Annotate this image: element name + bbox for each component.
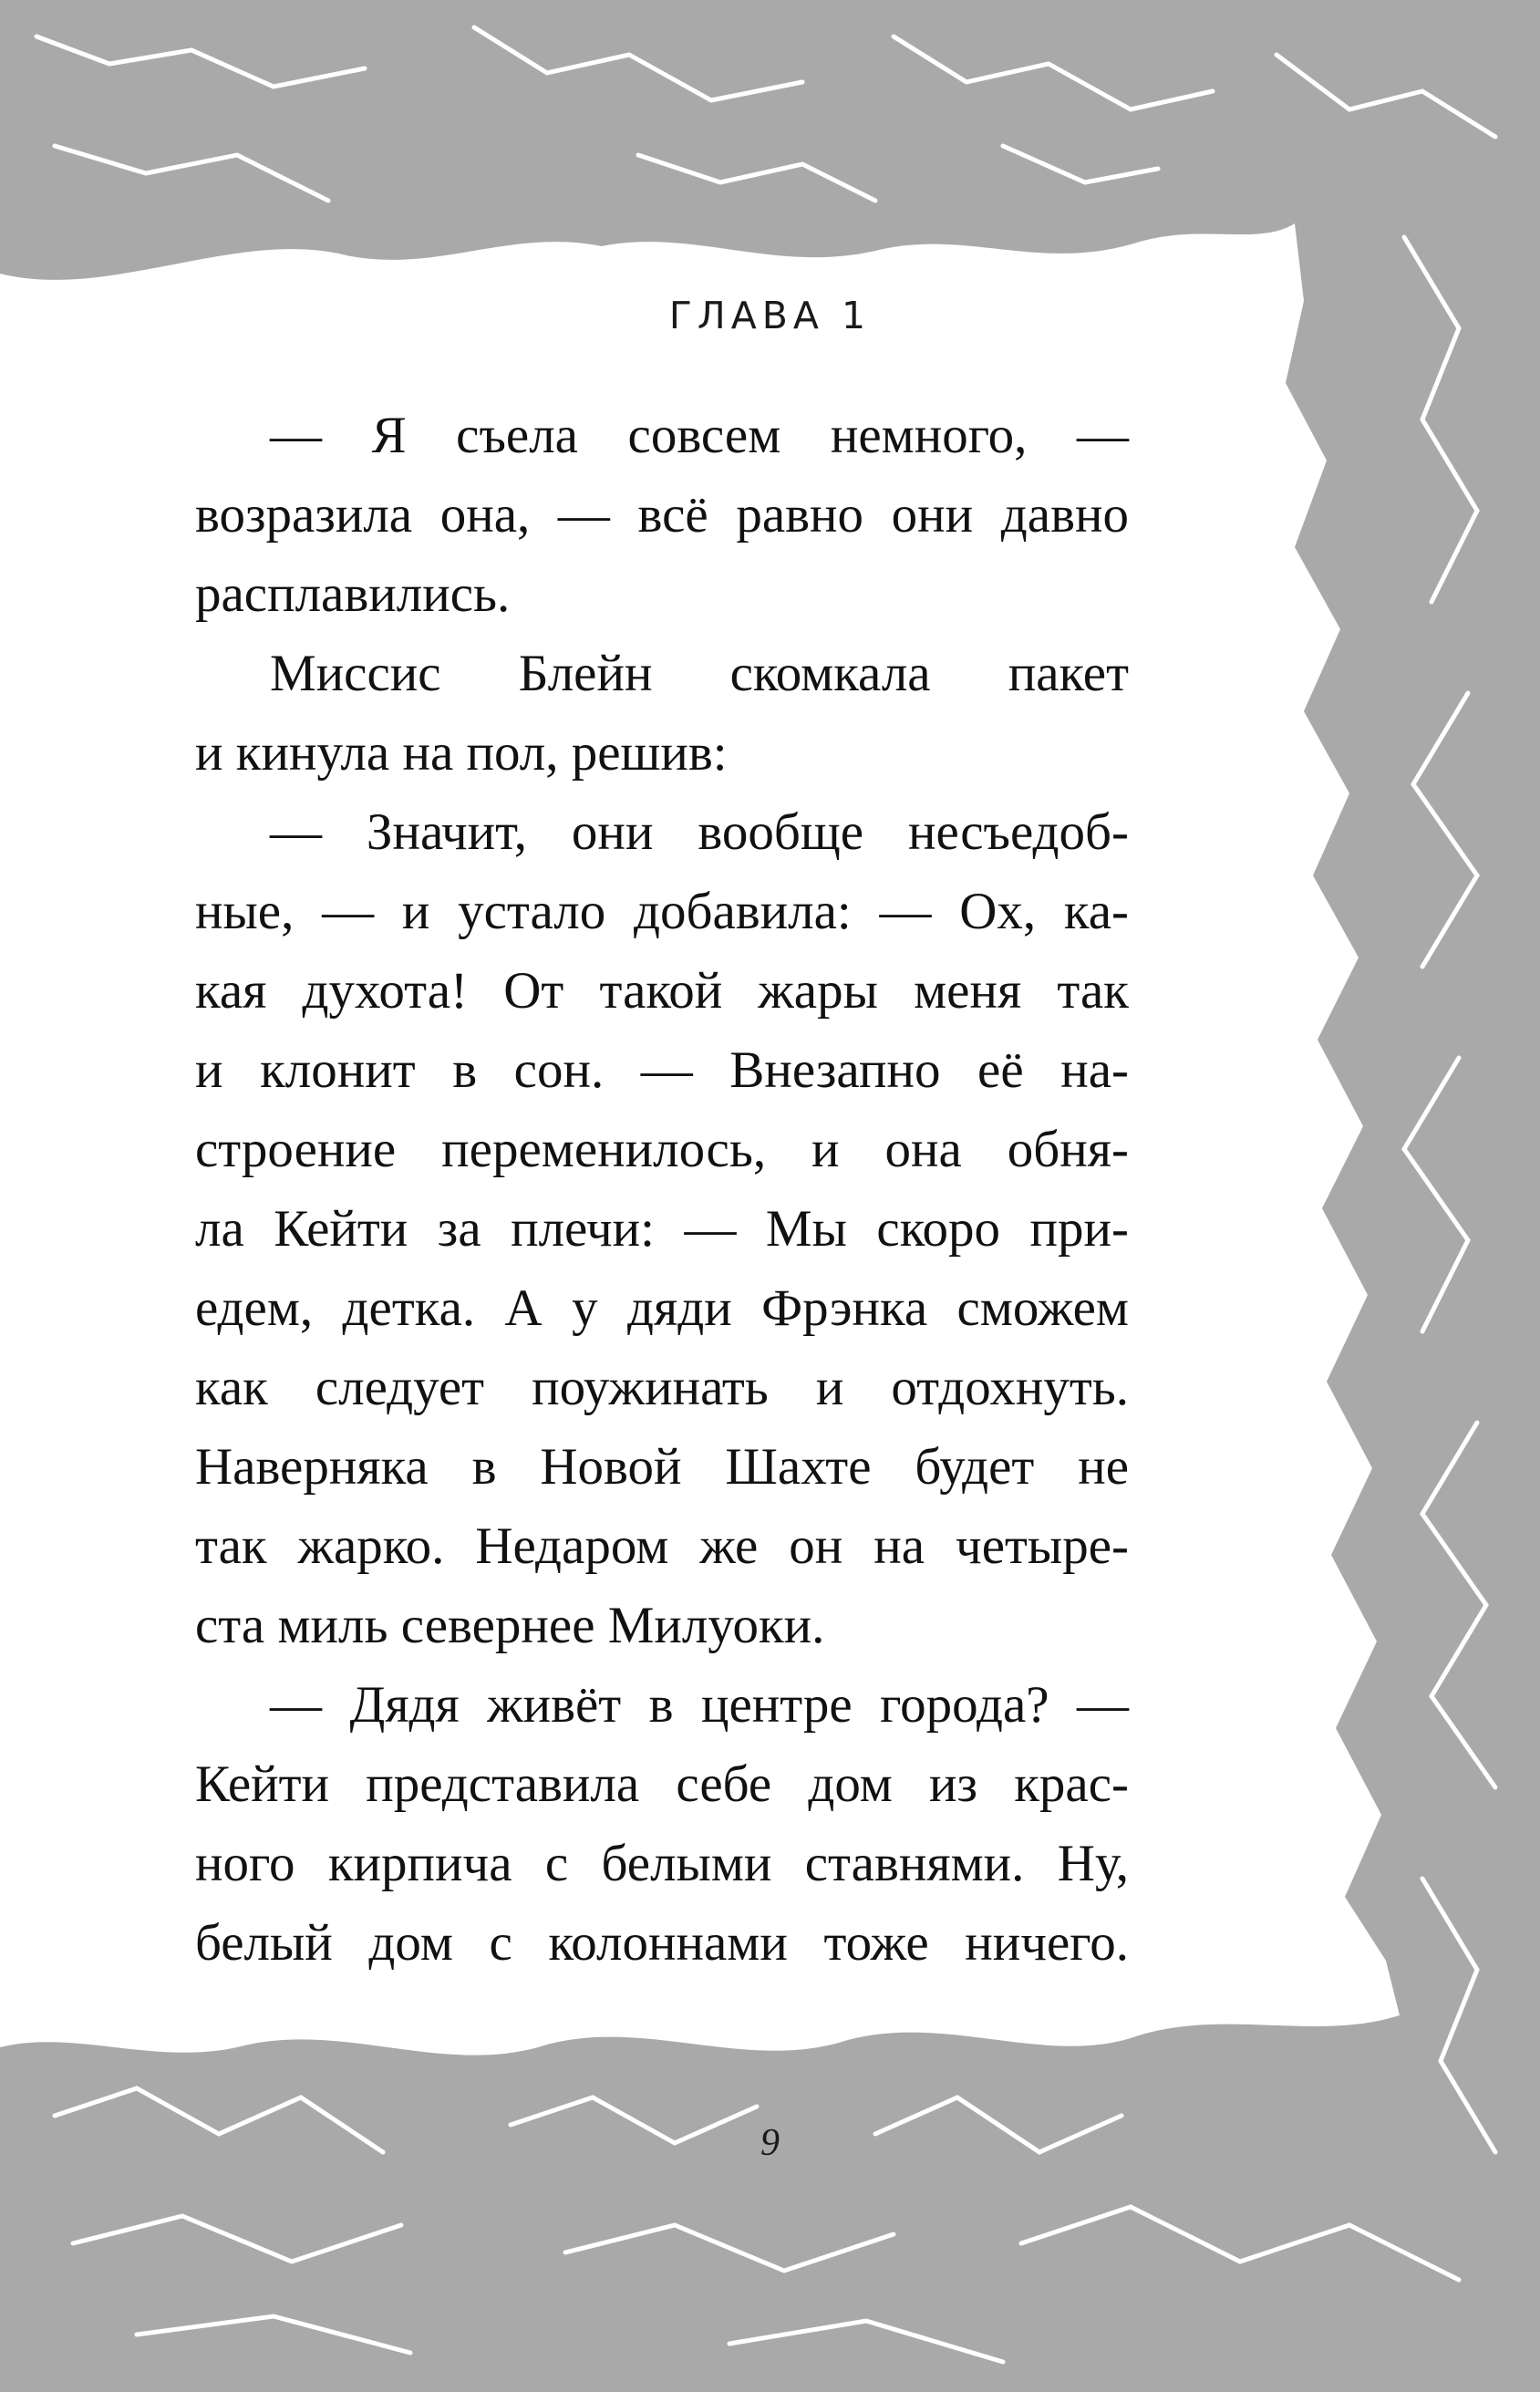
text-line: Миссис Блейн скомкала пакет	[270, 645, 1129, 702]
text-line: ла Кейти за плечи: — Мы скоро при-	[195, 1200, 1129, 1258]
text-line: ного кирпича с белыми ставнями. Ну,	[195, 1835, 1129, 1892]
text-line: возразила она, — всё равно они давно	[195, 486, 1129, 544]
text-line: ста миль севернее Милуоки.	[195, 1597, 825, 1654]
text-line: — Я съела совсем немного, —	[270, 407, 1129, 464]
text-line: и клонит в сон. — Внезапно её на-	[195, 1041, 1129, 1099]
text-line: кая духота! От такой жары меня так	[195, 962, 1129, 1020]
text-line: и кинула на пол, решив:	[195, 724, 728, 782]
text-line: так жарко. Недаром же он на четыре-	[195, 1517, 1129, 1575]
text-line: — Дядя живёт в центре города? —	[270, 1676, 1129, 1734]
text-line: Кейти представила себе дом из крас-	[195, 1755, 1129, 1813]
text-line: белый дом с колоннами тоже ничего.	[195, 1914, 1129, 1972]
text-line: как следует поужинать и отдохнуть.	[195, 1359, 1129, 1416]
text-line: Наверняка в Новой Шахте будет не	[195, 1438, 1129, 1496]
text-line: ные, — и устало добавила: — Ох, ка-	[195, 883, 1129, 940]
text-line: строение переменилось, и она обня-	[195, 1121, 1129, 1178]
page-number: 9	[760, 2122, 780, 2164]
text-line: едем, детка. А у дяди Фрэнка сможем	[195, 1279, 1129, 1337]
body-text	[195, 396, 1129, 1983]
text-line: расплавились.	[195, 565, 511, 623]
text-line: — Значит, они вообще несъедоб-	[270, 803, 1129, 861]
chapter-header: ГЛАВА 1	[668, 294, 872, 337]
